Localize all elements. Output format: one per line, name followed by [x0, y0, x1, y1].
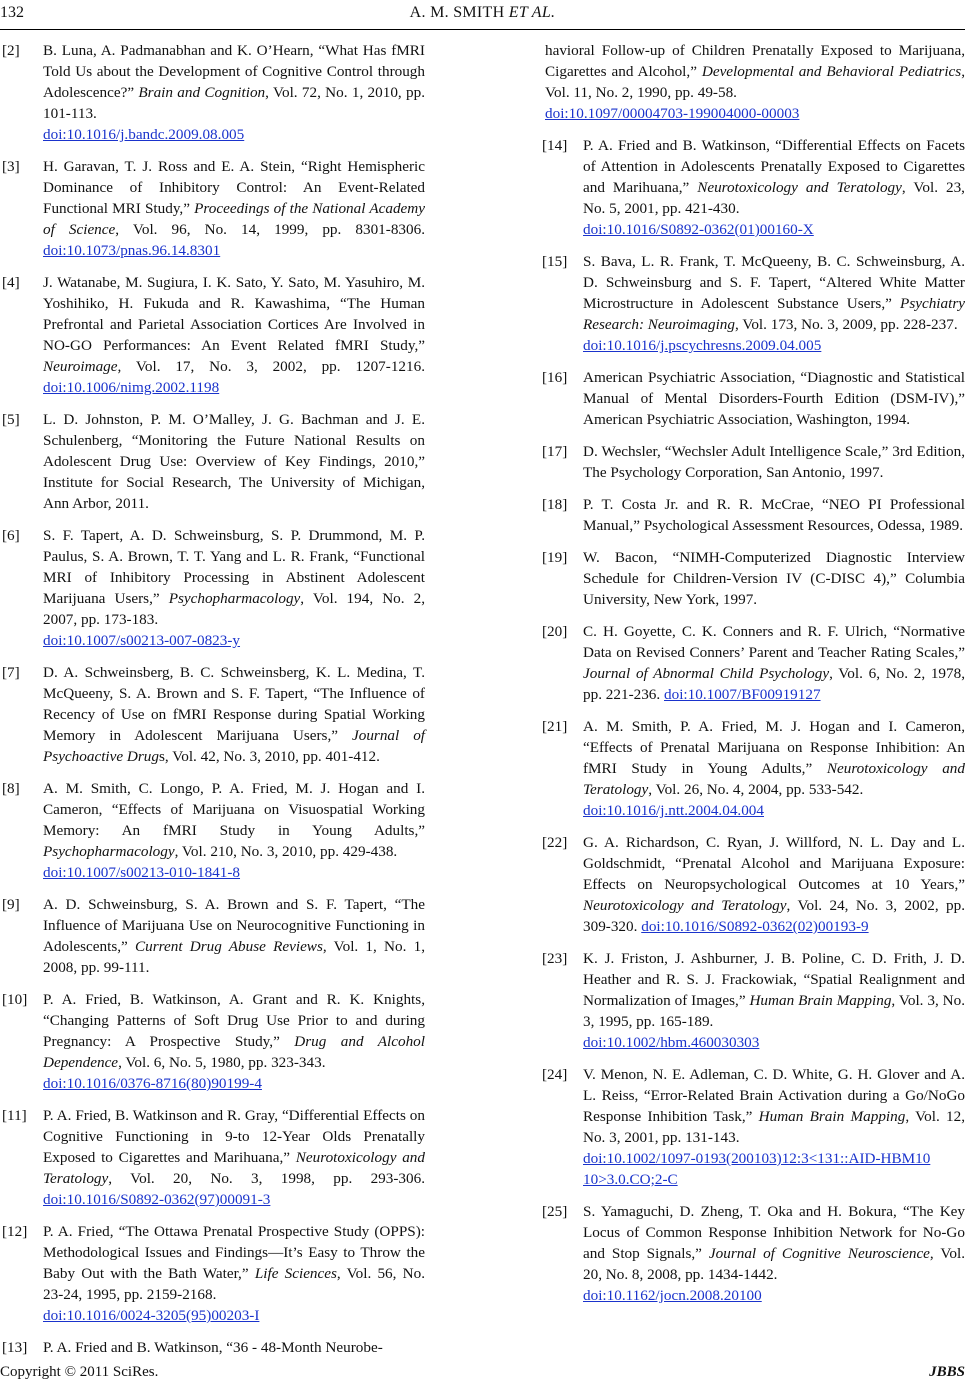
reference-text: K. J. Friston, J. Ashburner, J. B. Poline, C. D. Frith, J. D. Heather and R. S. J. Frackowiak, “Spatial Realignment and Normalization of Images,” [583, 950, 965, 1009]
reference-text: D. A. Schweinsberg, B. C. Schweinsberg, K. L. Medina, T. McQueeny, S. A. Brown and S. F. Tapert, “The Influence of Recency of Use on fMRI Response during Spatial Working Memory in Adolescent Marijuana Users,” [43, 664, 425, 744]
reference-text: A. M. Smith, C. Longo, P. A. Fried, M. J. Hogan and I. Cameron, “Effects of Marijuana on Visuospatial Working Memory: An fMRI Study in Young Adults,” [43, 780, 425, 839]
reference-text: L. D. Johnston, P. M. O’Malley, J. G. Bachman and J. E. Schulenberg, “Monitoring the Future National Results on Adolescent Drug Use: Overview of Key Findings, 2010,” Institute for Social Research, The University of Michigan, Ann Arbor, 2011. [43, 411, 425, 512]
reference-entry [0, 1105, 425, 1210]
reference-text: D. Wechsler, “Wechsler Adult Intelligence Scale,” 3rd Edition, The Psychology Corporation, San Antonio, 1997. [583, 443, 965, 481]
doi-link[interactable]: doi:10.1073/pnas.96.14.8301 [43, 242, 221, 259]
reference-details: , Vol. 173, No. 3, 2009, pp. 228-237. [735, 316, 958, 333]
reference-entry [0, 778, 425, 883]
reference-details: , Vol. 210, No. 3, 2010, pp. 429-438. [174, 843, 398, 860]
reference-entry [0, 525, 425, 651]
reference-text: S. Yamaguchi, D. Zheng, T. Oka and H. Bokura, “The Key Locus of Common Response Inhibition Network for No-Go and Stop Signals,” [583, 1203, 965, 1262]
reference-entry [540, 135, 965, 240]
reference-venue: Neurotoxicology and Teratology [43, 1149, 425, 1187]
reference-venue: Drug and Alcohol Dependence [43, 1033, 425, 1071]
reference-details: , Vol. 23, No. 5, 2001, pp. 421-430. [583, 179, 965, 217]
doi-link[interactable]: doi:10.1016/j.pscychresns.2009.04.005 [583, 337, 822, 354]
reference-entry [540, 1064, 965, 1190]
running-head-etal: ET AL. [508, 4, 556, 21]
reference-number: [24] [542, 1066, 568, 1083]
reference-venue: Neurotoxicology and Teratology [697, 179, 902, 196]
reference-venue: Neurotoxicology and Teratology [583, 760, 965, 798]
reference-text: C. H. Goyette, C. K. Conners and R. F. Ulrich, “Normative Data on Revised Conners’ Parent and Teacher Rating Scales,” [583, 623, 965, 661]
reference-text: W. Bacon, “NIMH-Computerized Diagnostic Interview Schedule for Children-Version IV (C-DISC 4),” Columbia University, New York, 1997. [583, 549, 965, 608]
reference-number: [18] [542, 496, 568, 513]
doi-link[interactable]: doi:10.1162/jocn.2008.20100 [583, 1287, 762, 1304]
reference-number: [20] [542, 623, 568, 640]
reference-text: J. Watanabe, M. Sugiura, I. K. Sato, Y. Sato, M. Yasuhiro, M. Yoshihiko, H. Fukuda and R. Kawashima, “The Human Prefrontal and Parietal Association Cortices Are Involved in NO-GO Performances: An Event Related fMRI Study,” [43, 274, 425, 354]
reference-number: [19] [542, 549, 568, 566]
header-rule [0, 29, 965, 30]
doi-link[interactable]: doi:10.1097/00004703-199004000-00003 [545, 105, 800, 122]
reference-entry [540, 948, 965, 1053]
reference-number: [15] [542, 253, 568, 270]
reference-number: [6] [2, 527, 20, 544]
page-header [0, 4, 965, 30]
right-column [540, 40, 965, 1317]
reference-venue: Psychiatry Research: Neuroimaging [583, 295, 965, 333]
reference-details: , Vol. 6, No. 5, 1980, pp. 323-343. [118, 1054, 326, 1071]
reference-entry [0, 1337, 425, 1358]
reference-entry [540, 621, 965, 705]
reference-venue: Proceedings of the National Academy of Science [43, 200, 426, 238]
reference-text: H. Garavan, T. J. Ross and E. A. Stein, “Right Hemispheric Dominance of Inhibitory Control: An Event-Related Functional MRI Study,” [43, 158, 425, 217]
reference-venue: Neuroimage, [43, 358, 122, 375]
continued-ref-text: havioral Follow-up of Children Prenatally Exposed to Marijuana, Cigarettes and Alcohol,” [545, 42, 965, 80]
reference-details: , Vol. 26, No. 4, 2004, pp. 533-542. [648, 781, 864, 798]
reference-text: A. D. Schweinsburg, S. A. Brown and S. F. Tapert, “The Influence of Marijuana Use on Neurocognitive Functioning in Adolescents,” [43, 896, 425, 955]
reference-text: P. A. Fried, B. Watkinson, A. Grant and R. K. Knights, “Changing Patterns of Soft Drug Use Prior to and during Pregnancy: A Prospective Study,” [43, 991, 425, 1050]
reference-number: [22] [542, 834, 568, 851]
left-column [0, 40, 425, 1369]
reference-details: , Vol. 20, No. 3, 1998, pp. 293-306. [108, 1170, 425, 1187]
reference-number: [8] [2, 780, 20, 797]
reference-details: , Vol. 194, No. 2, 2007, pp. 173-183. [43, 590, 426, 628]
reference-number: [21] [542, 718, 568, 735]
journal-abbrev: JBBS [929, 1364, 965, 1380]
reference-entry [540, 251, 965, 356]
reference-details: , Vol. 56, No. 23-24, 1995, pp. 2159-2168. [43, 1265, 425, 1303]
reference-entry [540, 494, 965, 536]
reference-text: P. A. Fried, “The Ottawa Prenatal Prospective Study (OPPS): Methodological Issues and Findings―It’s Easy to Throw the Baby Out with the Bath Water,” [43, 1223, 425, 1282]
reference-details: , Vol. 6, No. 2, 1978, pp. 221-236. [583, 665, 965, 703]
reference-details: Vol. 17, No. 3, 2002, pp. 1207-1216. [121, 358, 425, 375]
reference-number: [12] [2, 1223, 28, 1240]
reference-details: , Vol. 72, No. 1, 2010, pp. 101-113. [43, 84, 426, 122]
reference-text: V. Menon, N. E. Adleman, C. D. White, G. H. Glover and A. L. Reiss, “Error-Related Brain Activation during a Go/NoGo Response Inhibition Task,” [583, 1066, 965, 1125]
reference-details: , Vol. 20, No. 8, 2008, pp. 1434-1442. [583, 1245, 965, 1283]
doi-link[interactable]: doi:10.1016/j.bandc.2009.08.005 [43, 126, 245, 143]
reference-number: [2] [2, 42, 20, 59]
reference-entry [0, 272, 425, 398]
doi-link[interactable]: doi:10.1006/nimg.2002.1198 [43, 379, 220, 396]
reference-details: s, Vol. 42, No. 3, 2010, pp. 401-412. [158, 748, 380, 765]
reference-venue: Psychopharmacology [168, 590, 301, 607]
reference-details: , Vol. 1, No. 1, 2008, pp. 99-111. [43, 938, 426, 976]
doi-link[interactable]: doi:10.1007/s00213-007-0823-y [43, 632, 241, 649]
reference-entry [0, 40, 425, 145]
reference-number: [7] [2, 664, 20, 681]
page-number: 132 [0, 4, 24, 21]
reference-venue: Human Brain Mapping [749, 992, 892, 1009]
reference-details: , Vol. 96, No. 14, 1999, pp. 8301-8306. [115, 221, 426, 238]
reference-number: [14] [542, 137, 568, 154]
continued-ref-venue: Developmental and Behavioral Pediatrics [701, 63, 962, 80]
reference-text: B. Luna, A. Padmanabhan and K. O’Hearn, “What Has fMRI Told Us about the Development of Cognitive Control through Adolescence?” [43, 42, 425, 101]
reference-entry [540, 441, 965, 483]
reference-details: , Vol. 24, No. 3, 2002, pp. 309-320. [583, 897, 965, 935]
reference-venue: Human Brain Mapping [758, 1108, 906, 1125]
reference-details: , Vol. 3, No. 3, 1995, pp. 165-189. [583, 992, 965, 1030]
doi-link[interactable]: doi:10.1016/j.ntt.2004.04.004 [583, 802, 764, 819]
reference-number: [25] [542, 1203, 568, 1220]
doi-link[interactable]: doi:10.1002/hbm.460030303 [583, 1034, 760, 1051]
running-head [0, 4, 965, 22]
reference-venue: Psychopharmacology [43, 843, 175, 860]
doi-link[interactable]: doi:10.1007/s00213-010-1841-8 [43, 864, 241, 881]
reference-venue: Journal of Cognitive Neuroscience [708, 1245, 930, 1262]
reference-text: S. F. Tapert, A. D. Schweinsburg, S. P. Drummond, M. P. Paulus, S. A. Brown, T. T. Yang and L. R. Frank, “Functional MRI of Inhibitory Processing in Abstinent Adolescent Marijuana Users,” [43, 527, 425, 607]
reference-number: [10] [2, 991, 28, 1008]
reference-entry [0, 662, 425, 767]
reference-number: [11] [2, 1107, 27, 1124]
doi-link[interactable]: doi:10.1016/S0892-0362(97)00091-3 [43, 1191, 271, 1208]
reference-text: P. T. Costa Jr. and R. R. McCrae, “NEO PI Professional Manual,” Psychological Assessment Resources, Odessa, 1989. [583, 496, 965, 534]
reference-entry [0, 894, 425, 978]
reference-venue: Life Sciences [254, 1265, 337, 1282]
reference-number: [16] [542, 369, 568, 386]
reference-number: [5] [2, 411, 20, 428]
reference-text: S. Bava, L. R. Frank, T. McQueeny, B. C. Schweinsburg, A. D. Schweinsburg and S. F. Tapert, “Altered White Matter Microstructure in Adolescent Substance Users,” [583, 253, 965, 312]
reference-number: [17] [542, 443, 568, 460]
copyright-notice: Copyright © 2011 SciRes. [0, 1364, 159, 1380]
reference-entry [540, 1201, 965, 1306]
doi-link[interactable]: doi:10.1007/BF00919127 [664, 686, 821, 703]
reference-text: A. M. Smith, P. A. Fried, M. J. Hogan and I. Cameron, “Effects of Prenatal Marijuana on Response Inhibition: An fMRI Study in Young Adults,” [583, 718, 965, 777]
reference-number: [9] [2, 896, 20, 913]
reference-number: [23] [542, 950, 568, 967]
reference-text: P. A. Fried, B. Watkinson and R. Gray, “Differential Effects on Cognitive Functioning in 9-to 12-Year Olds Prenatally Exposed to Cigarettes and Marihuana,” [43, 1107, 425, 1166]
reference-venue: Neurotoxicology and Teratology [583, 897, 787, 914]
doi-link[interactable]: doi:10.1002/1097-0193(200103)12:3<131::AID-HBM10 10>3.0.CO;2-C [583, 1150, 931, 1188]
reference-text: P. A. Fried and B. Watkinson, “36 - 48-Month Neurobe- [43, 1339, 383, 1356]
reference-text: American Psychiatric Association, “Diagnostic and Statistical Manual of Mental Disorders-Fourth Edition (DSM-IV),” American Psychiatric Association, Washington, 1994. [583, 369, 965, 428]
continued-reference [540, 40, 965, 124]
reference-entry [540, 367, 965, 430]
doi-link[interactable]: doi:10.1016/0024-3205(95)00203-I [43, 1307, 260, 1324]
reference-venue: Journal of Psychoactive Drug [43, 727, 426, 765]
reference-text: G. A. Richardson, C. Ryan, J. Willford, N. L. Day and L. Goldschmidt, “Prenatal Alcohol and Marijuana Exposure: Effects on Neuropsychological Outcomes at 10 Years,” [583, 834, 965, 893]
reference-entry [540, 716, 965, 821]
doi-link[interactable]: doi:10.1016/S0892-0362(01)00160-X [583, 221, 814, 238]
doi-link[interactable]: doi:10.1016/S0892-0362(02)00193-9 [641, 918, 869, 935]
reference-text: P. A. Fried and B. Watkinson, “Differential Effects on Facets of Attention in Adolescents Prenatally Exposed to Cigarettes and Marihuana,” [583, 137, 965, 196]
reference-venue: Journal of Abnormal Child Psychology [583, 665, 830, 682]
reference-entry [0, 989, 425, 1094]
reference-entry [0, 1221, 425, 1326]
reference-venue: Brain and Cognition [138, 84, 266, 101]
running-head-author: A. M. SMITH [409, 4, 505, 21]
reference-details: , Vol. 12, No. 3, 2001, pp. 131-143. [583, 1108, 965, 1146]
reference-venue: Current Drug Abuse Reviews [135, 938, 323, 955]
doi-link[interactable]: doi:10.1016/0376-8716(80)90199-4 [43, 1075, 262, 1092]
continued-ref-details: , Vol. 11, No. 2, 1990, pp. 49-58. [545, 63, 965, 101]
reference-number: [13] [2, 1339, 28, 1356]
reference-entry [540, 547, 965, 610]
reference-entry [540, 832, 965, 937]
reference-number: [3] [2, 158, 20, 175]
reference-number: [4] [2, 274, 20, 291]
reference-entry [0, 409, 425, 514]
reference-entry [0, 156, 425, 261]
